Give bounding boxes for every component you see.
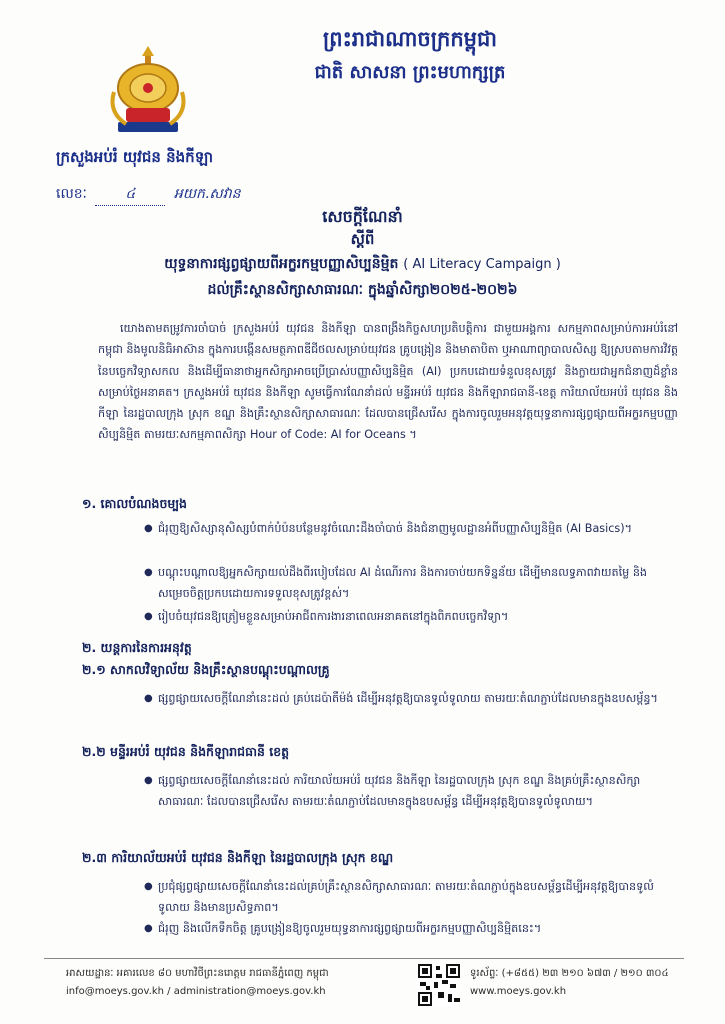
- section-1-heading: ១. គោលបំណងចម្បង: [82, 496, 187, 511]
- list-item: ● ប្រជុំផ្សព្វផ្សាយសេចក្ដីណែនាំនេះដល់គ្រប់គ្រឹះស្ថានសិក្សាសាធារណៈ តាមរយៈតំណភ្ជាប់ក្នុងឧបសម្ព័ន្ធដើម្បីអនុវត្តឱ្យបានទូលំទូលាយ និងមានប្រសិទ្ធភាព។: [144, 880, 654, 914]
- footer-address: អាសយដ្ឋានៈ អគារលេខ ៨០ មហាវិថីព្រះនរោត្តម រាជធានីភ្នំពេញ កម្ពុជា: [66, 968, 329, 979]
- list-item: ● ជំរុញឱ្យសិស្សានុសិស្សបំពាក់បំប៉នបន្ថែមនូវចំណេះដឹងចាំបាច់ និងជំនាញមូលដ្ឋានអំពីបញ្ញាសិប្បនិម្មិត (AI Basics)។: [144, 522, 632, 535]
- national-motto: ជាតិ សាសនា ព្រះមហាក្សត្រ: [314, 62, 506, 83]
- qr-code-icon: [418, 964, 460, 1006]
- section-2-2-heading: ២.២ មន្ទីរអប់រំ យុវជន និងកីឡារាជធានី ខេត្ត: [82, 744, 290, 759]
- campaign-title: [60, 254, 665, 275]
- list-item: ● ផ្សព្វផ្សាយសេចក្ដីណែនាំនេះដល់ ការិយាល័យអប់រំ យុវជន និងកីឡា នៃរដ្ឋបាលក្រុង ស្រុក ខណ្ឌ និងគ្រប់គ្រឹះស្ថានសិក្សាសាធារណៈ ដែលបានជ្រើសរើស តាមរយៈតំណភ្ជាប់ដែលមានក្នុងឧបសម្ព័ន្ធ ដើម្បីអនុវត្តឱ្យបានទូលំទូលាយ។: [144, 774, 641, 808]
- section-2-heading: ២. យន្តការនៃការអនុវត្ត: [82, 640, 192, 655]
- document-subject-label: ស្ដីពី: [350, 230, 375, 248]
- campaign-title-khmer: យុទ្ធនាការផ្សព្វផ្សាយពីអក្ខរកម្មបញ្ញាសិប្បនិម្មិត: [164, 256, 399, 272]
- section-2-3-heading: ២.៣ ការិយាល័យអប់រំ យុវជន និងកីឡា នៃរដ្ឋបាលក្រុង ស្រុក ខណ្ឌ: [82, 850, 394, 865]
- list-item: ● បណ្ដុះបណ្ដាលឱ្យអ្នកសិក្សាយល់ដឹងពីរបៀបដែល AI ដំណើរការ និងការចាប់យកទិន្នន័យ ដើម្បីមានលទ្ធភាពវាយតម្លៃ និងសម្រេចចិត្តប្រកបដោយការទទួលខុសត្រូវខ្ពស់។: [144, 566, 648, 600]
- list-item: ● រៀបចំយុវជនឱ្យត្រៀមខ្លួនសម្រាប់អាជីពការងារនាពេលអនាគតនៅក្នុងពិភពបច្ចេកវិទ្យា។: [144, 610, 509, 623]
- reference-code: អយក.សវាន: [173, 186, 241, 202]
- royal-crest-emblem: [106, 42, 190, 142]
- section-2-1-heading: ២.១ សាកលវិទ្យាល័យ និងគ្រឹះស្ថានបណ្ដុះបណ្ដាលគ្រូ: [82, 662, 330, 677]
- kingdom-heading: ព្រះរាជាណាចក្រកម្ពុជា: [322, 26, 497, 51]
- list-item: ● ជំរុញ និងលើកទឹកចិត្ត គ្រូបង្រៀនឱ្យចូលរួមយុទ្ធនាការផ្សព្វផ្សាយពីអក្ខរកម្មបញ្ញាសិប្បនិម្មិតនេះ។: [144, 922, 542, 935]
- target-schools-line: ដល់គ្រឹះស្ថានសិក្សាសាធារណៈ ក្នុងឆ្នាំសិក្សា២០២៥-២០២៦: [207, 282, 518, 298]
- reference-number: [56, 184, 241, 206]
- intro-paragraph: យោងតាមតម្រូវការចាំបាច់ ក្រសួងអប់រំ យុវជន និងកីឡា បានពង្រឹងកិច្ចសហប្រតិបត្តិការ ជាមួយអង្គការ សកម្មភាពសម្រាប់ការអប់រំនៅកម្ពុជា និងមូលនិធិអាស៊ាន ក្នុងការបង្កើនសមត្ថភាពឌីជីថលសម្រាប់យុវជន គ្រូបង្រៀន និងមាតាបិតា ឬអាណាព្យាបាលសិស្ស ឱ្យស្របតាមការវិវត្ត នៃបច្ចេកវិទ្យាសកល និងដើម្បីធានាថាអ្នកសិក្សាអាចប្រើប្រាស់បញ្ញាសិប្បនិម្មិត (AI) ប្រកបដោយទំនួលខុសត្រូវ និងក្លាយជាអ្នកជំនាញដ៏ខ្លាំនសម្រាប់ថ្ងៃអនាគត។ ក្រសួងអប់រំ យុវជន និងកីឡា សូមធ្វើការណែនាំដល់ មន្ទីរអប់រំ យុវជន និងកីឡារាជធានី-ខេត្ត ការិយាល័យអប់រំ យុវជន និងកីឡា នៃរដ្ឋបាលក្រុង ស្រុក ខណ្ឌ និងគ្រឹះស្ថានសិក្សាសាធារណៈ ដែលបានជ្រើសរើស ក្នុងការចូលរួមអនុវត្តយុទ្ធនាការផ្សព្វផ្សាយពីអក្ខរកម្មបញ្ញាសិប្បនិម្មិត តាមរយៈសកម្មភាពសិក្សា Hour of Code: AI for Oceans ។: [98, 322, 678, 442]
- footer-emails: info@moeys.gov.kh / administration@moeys.gov.kh: [66, 986, 326, 997]
- footer-website-link[interactable]: www.moeys.gov.kh: [470, 986, 567, 997]
- list-item: ● ផ្សព្វផ្សាយសេចក្ដីណែនាំនេះដល់ គ្រប់ដេប៉ាតឺម៉ង់ ដើម្បីអនុវត្តឱ្យបានទូលំទូលាយ តាមរយៈតំណភ្ជាប់ដែលមានក្នុងឧបសម្ព័ន្ធ។: [144, 692, 658, 705]
- campaign-title-english: ( AI Literacy Campaign ): [403, 257, 561, 272]
- document-title: សេចក្ដីណែនាំ: [322, 207, 403, 226]
- reference-label: លេខៈ: [56, 186, 87, 202]
- reference-number-value: ៤: [95, 184, 165, 206]
- footer-phone: ទូរស័ព្ទៈ (+៨៥៥) ២៣ ២១០ ៦៧៣ / ២១០ ៣០៤: [470, 968, 669, 979]
- footer-divider: [44, 958, 684, 959]
- ministry-name: ក្រសួងអប់រំ យុវជន និងកីឡា: [56, 148, 214, 166]
